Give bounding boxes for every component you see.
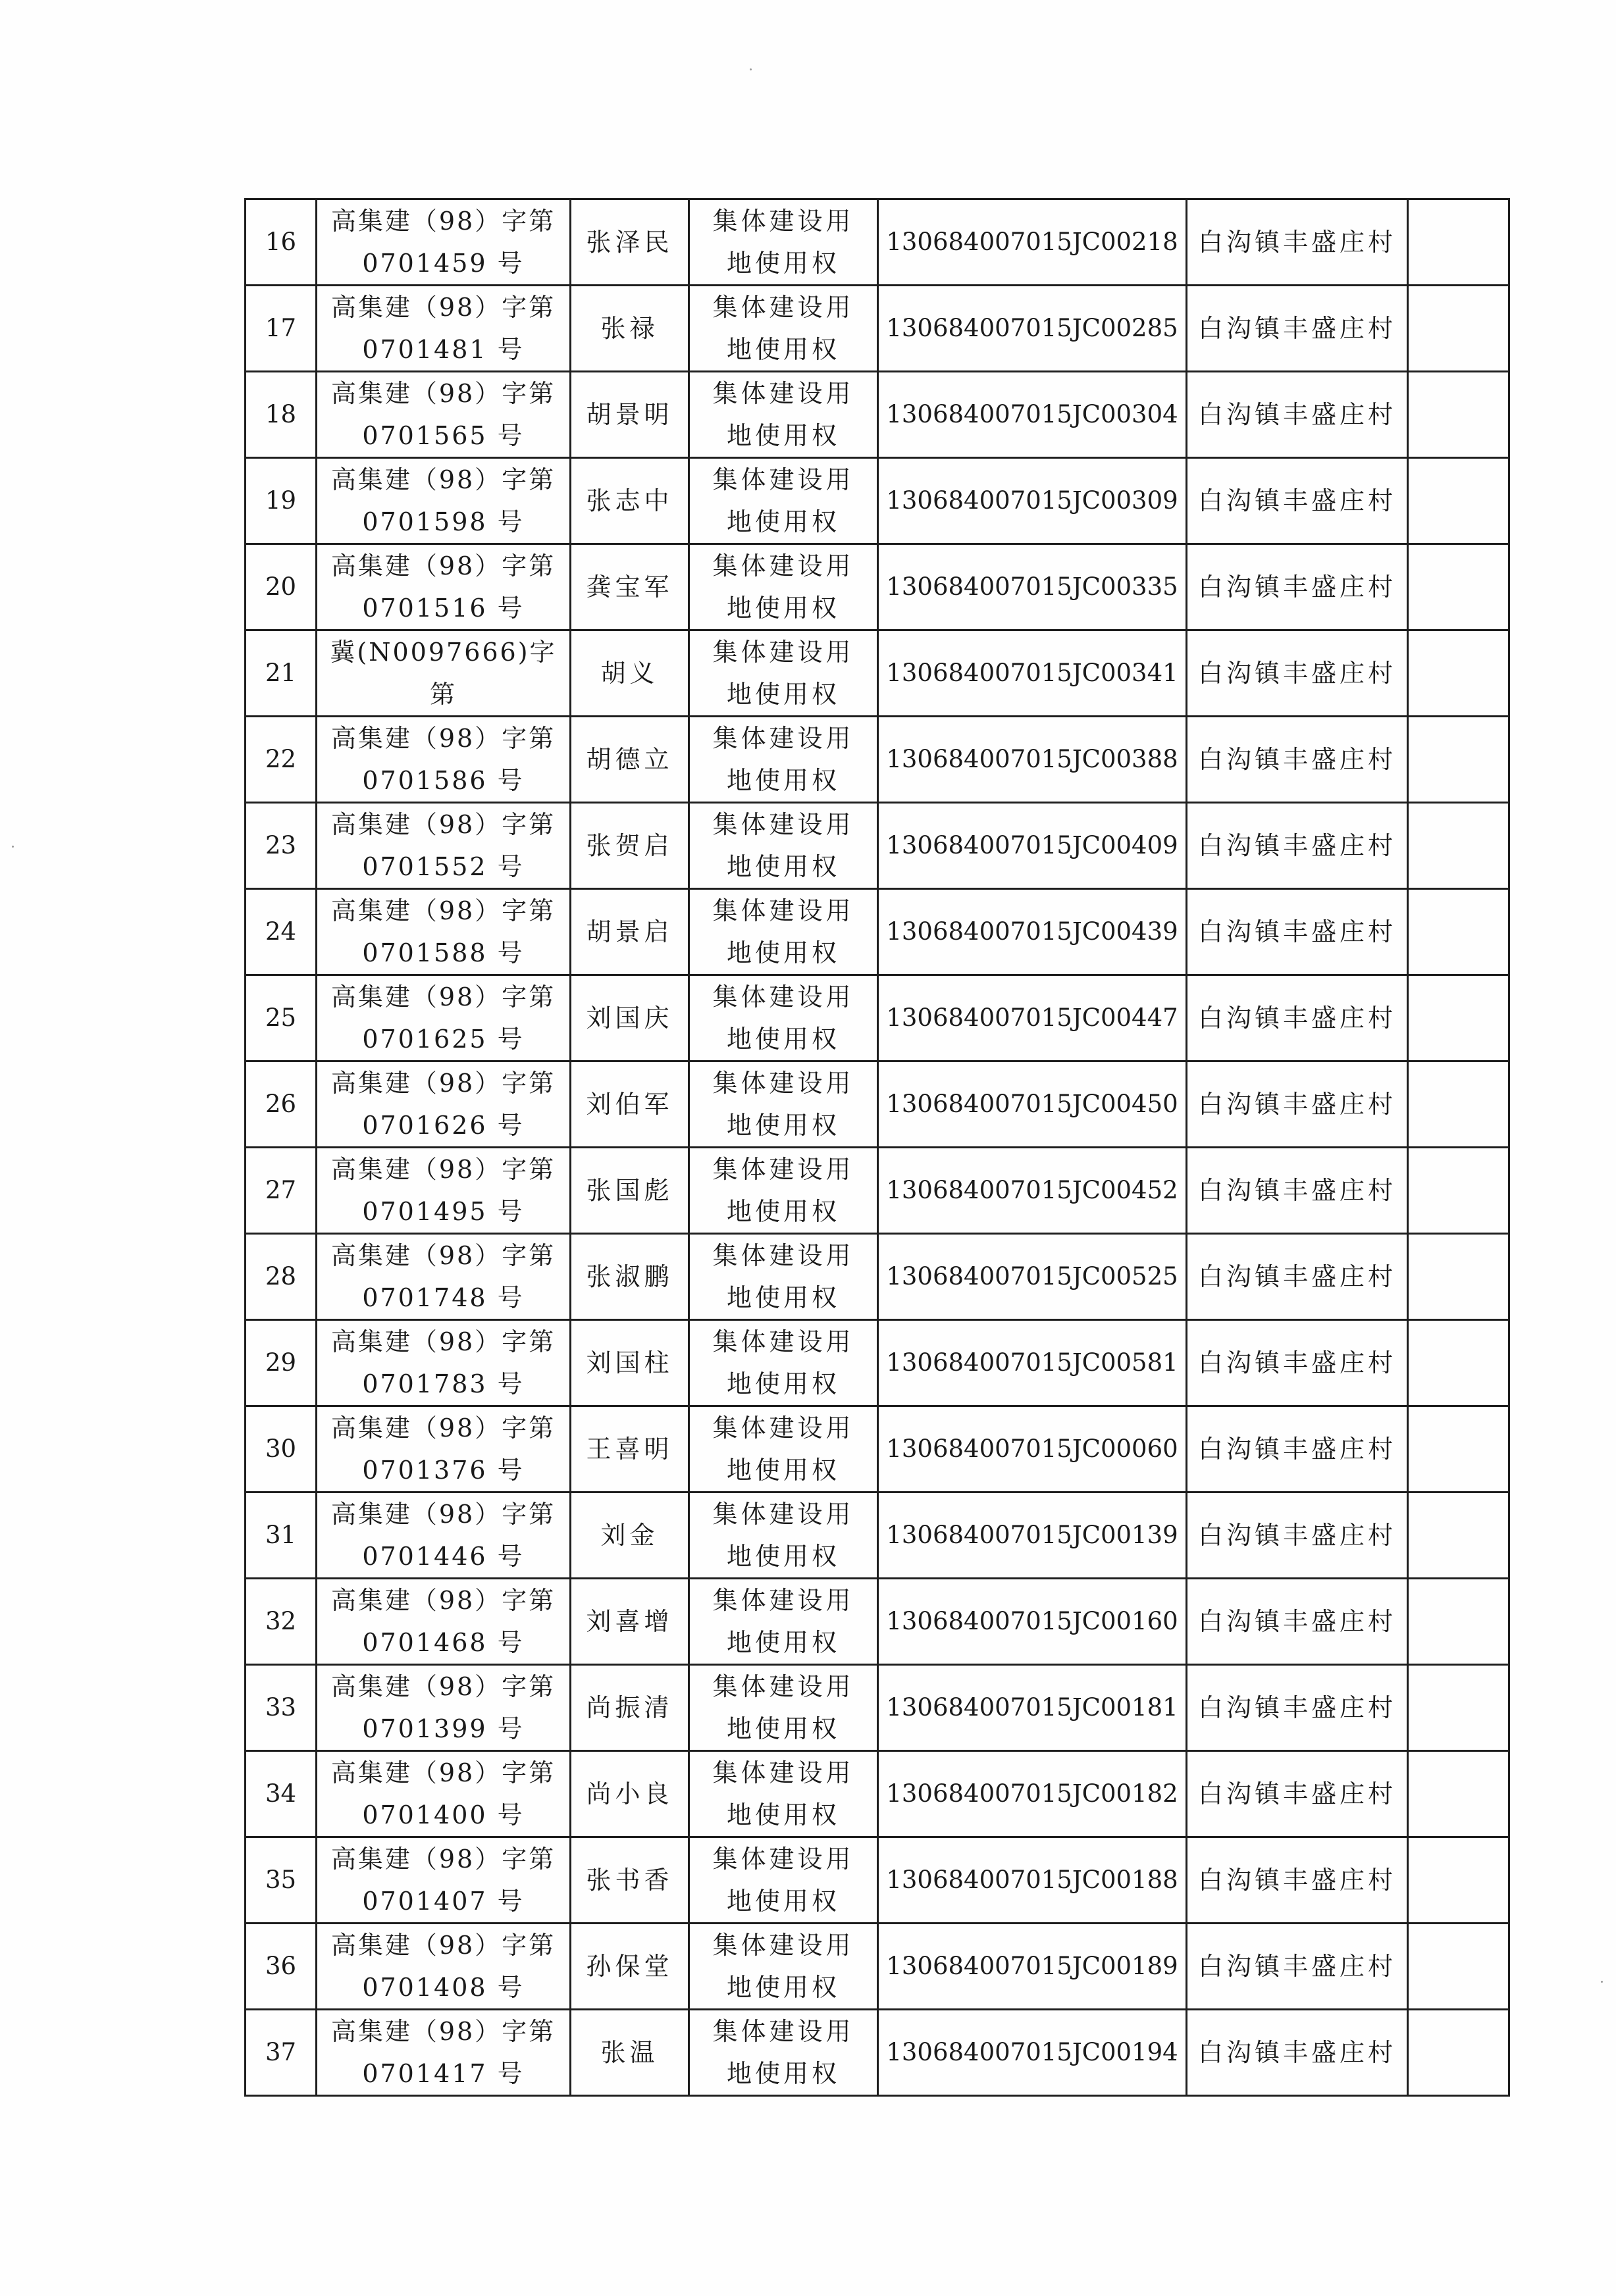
table-row xyxy=(246,1320,1509,1406)
table-row xyxy=(246,199,1509,286)
certificate-number-line-1: 高集建（98）字第 xyxy=(330,551,556,580)
holder-name-cell: 龚宝军 xyxy=(571,544,689,630)
certificate-number-cell xyxy=(317,199,571,286)
right-type-line-1: 集体建设用 xyxy=(712,896,854,925)
scan-speck xyxy=(12,846,14,848)
certificate-number-line-1: 高集建（98）字第 xyxy=(330,1155,556,1184)
right-type-line-1: 集体建设用 xyxy=(712,1758,854,1787)
row-number-cell: 21 xyxy=(246,630,317,717)
right-type-cell xyxy=(689,1406,878,1492)
right-type-cell xyxy=(689,372,878,458)
location-cell: 白沟镇丰盛庄村 xyxy=(1187,1061,1408,1148)
row-number-cell: 18 xyxy=(246,372,317,458)
right-type-cell xyxy=(689,1234,878,1320)
right-type-line-1: 集体建设用 xyxy=(712,1845,854,1874)
parcel-code-cell: 130684007015JC00450 xyxy=(878,1061,1187,1148)
right-type-cell xyxy=(689,1492,878,1579)
row-number-cell: 16 xyxy=(246,199,317,286)
right-type-line-1: 集体建设用 xyxy=(712,2017,854,2046)
certificate-number-line-1: 高集建（98）字第 xyxy=(330,810,556,839)
certificate-number-line-2: 0701407 号 xyxy=(362,1887,525,1916)
certificate-number-line-2: 0701481 号 xyxy=(362,335,525,364)
holder-name-cell: 张书香 xyxy=(571,1837,689,1924)
right-type-line-1: 集体建设用 xyxy=(712,465,854,494)
certificate-number-line-2: 0701783 号 xyxy=(362,1369,525,1398)
row-number-cell: 17 xyxy=(246,286,317,372)
certificate-number-cell xyxy=(317,1492,571,1579)
holder-name-cell: 刘国柱 xyxy=(571,1320,689,1406)
holder-name-cell: 尚振清 xyxy=(571,1665,689,1751)
remarks-cell xyxy=(1408,717,1509,803)
right-type-line-2: 地使用权 xyxy=(726,766,840,795)
right-type-cell xyxy=(689,717,878,803)
certificate-number-line-1: 高集建（98）字第 xyxy=(330,896,556,925)
certificate-number-cell xyxy=(317,630,571,717)
right-type-line-1: 集体建设用 xyxy=(712,1327,854,1356)
right-type-cell xyxy=(689,1320,878,1406)
holder-name-cell: 刘国庆 xyxy=(571,975,689,1061)
parcel-code-cell: 130684007015JC00447 xyxy=(878,975,1187,1061)
remarks-cell xyxy=(1408,975,1509,1061)
right-type-line-2: 地使用权 xyxy=(726,335,840,364)
certificate-number-line-2: 0701399 号 xyxy=(362,1714,525,1743)
right-type-cell xyxy=(689,803,878,889)
table-row xyxy=(246,286,1509,372)
right-type-cell xyxy=(689,1579,878,1665)
right-type-cell xyxy=(689,1837,878,1924)
location-cell: 白沟镇丰盛庄村 xyxy=(1187,286,1408,372)
certificate-number-cell xyxy=(317,1579,571,1665)
location-cell: 白沟镇丰盛庄村 xyxy=(1187,199,1408,286)
holder-name-cell: 胡德立 xyxy=(571,717,689,803)
table-row xyxy=(246,1406,1509,1492)
parcel-code-cell: 130684007015JC00060 xyxy=(878,1406,1187,1492)
certificate-number-line-1: 高集建（98）字第 xyxy=(330,1672,556,1701)
holder-name-cell: 张泽民 xyxy=(571,199,689,286)
table-row xyxy=(246,1837,1509,1924)
right-type-cell xyxy=(689,1665,878,1751)
parcel-code-cell: 130684007015JC00341 xyxy=(878,630,1187,717)
holder-name-cell: 刘金 xyxy=(571,1492,689,1579)
right-type-line-2: 地使用权 xyxy=(726,249,840,278)
table-row xyxy=(246,372,1509,458)
certificate-number-line-1: 高集建（98）字第 xyxy=(330,207,556,236)
right-type-line-2: 地使用权 xyxy=(726,938,840,967)
holder-name-cell: 张淑鹏 xyxy=(571,1234,689,1320)
location-cell: 白沟镇丰盛庄村 xyxy=(1187,458,1408,544)
certificate-number-cell xyxy=(317,803,571,889)
parcel-code-cell: 130684007015JC00160 xyxy=(878,1579,1187,1665)
right-type-cell xyxy=(689,1924,878,2010)
certificate-number-line-1: 高集建（98）字第 xyxy=(330,982,556,1011)
parcel-code-cell: 130684007015JC00181 xyxy=(878,1665,1187,1751)
certificate-number-cell xyxy=(317,975,571,1061)
certificate-number-line-2: 0701400 号 xyxy=(362,1800,525,1829)
certificate-number-cell xyxy=(317,286,571,372)
remarks-cell xyxy=(1408,1924,1509,2010)
row-number-cell: 33 xyxy=(246,1665,317,1751)
table-row xyxy=(246,1665,1509,1751)
row-number-cell: 34 xyxy=(246,1751,317,1837)
location-cell: 白沟镇丰盛庄村 xyxy=(1187,1924,1408,2010)
certificate-number-line-1: 高集建（98）字第 xyxy=(330,1327,556,1356)
table-row xyxy=(246,1061,1509,1148)
remarks-cell xyxy=(1408,372,1509,458)
remarks-cell xyxy=(1408,199,1509,286)
parcel-code-cell: 130684007015JC00409 xyxy=(878,803,1187,889)
scan-speck xyxy=(1601,1981,1603,1983)
table-row xyxy=(246,717,1509,803)
holder-name-cell: 张温 xyxy=(571,2010,689,2096)
parcel-code-cell: 130684007015JC00581 xyxy=(878,1320,1187,1406)
right-type-line-1: 集体建设用 xyxy=(712,551,854,580)
right-type-cell xyxy=(689,286,878,372)
right-type-cell xyxy=(689,889,878,975)
right-type-line-2: 地使用权 xyxy=(726,1283,840,1312)
parcel-code-cell: 130684007015JC00285 xyxy=(878,286,1187,372)
right-type-line-1: 集体建设用 xyxy=(712,810,854,839)
certificate-number-line-2: 0701565 号 xyxy=(362,421,525,450)
right-type-line-2: 地使用权 xyxy=(726,852,840,881)
certificate-number-line-2: 0701598 号 xyxy=(362,507,525,536)
remarks-cell xyxy=(1408,1492,1509,1579)
right-type-cell xyxy=(689,1148,878,1234)
table-row xyxy=(246,1751,1509,1837)
certificate-number-cell xyxy=(317,372,571,458)
location-cell: 白沟镇丰盛庄村 xyxy=(1187,1320,1408,1406)
row-number-cell: 37 xyxy=(246,2010,317,2096)
right-type-line-2: 地使用权 xyxy=(726,1714,840,1743)
location-cell: 白沟镇丰盛庄村 xyxy=(1187,889,1408,975)
right-type-line-2: 地使用权 xyxy=(726,1369,840,1398)
certificate-number-line-1: 高集建（98）字第 xyxy=(330,2017,556,2046)
remarks-cell xyxy=(1408,1320,1509,1406)
right-type-line-2: 地使用权 xyxy=(726,1628,840,1657)
location-cell: 白沟镇丰盛庄村 xyxy=(1187,544,1408,630)
parcel-code-cell: 130684007015JC00388 xyxy=(878,717,1187,803)
holder-name-cell: 胡义 xyxy=(571,630,689,717)
land-rights-register-table xyxy=(244,198,1510,2097)
holder-name-cell: 孙保堂 xyxy=(571,1924,689,2010)
right-type-line-1: 集体建设用 xyxy=(712,293,854,322)
table-row xyxy=(246,1492,1509,1579)
certificate-number-line-2: 0701586 号 xyxy=(362,766,525,795)
remarks-cell xyxy=(1408,1234,1509,1320)
right-type-line-1: 集体建设用 xyxy=(712,1672,854,1701)
holder-name-cell: 尚小良 xyxy=(571,1751,689,1837)
certificate-number-line-2: 0701468 号 xyxy=(362,1628,525,1657)
right-type-cell xyxy=(689,975,878,1061)
certificate-number-line-2: 0701588 号 xyxy=(362,938,525,967)
parcel-code-cell: 130684007015JC00309 xyxy=(878,458,1187,544)
holder-name-cell: 张贺启 xyxy=(571,803,689,889)
location-cell: 白沟镇丰盛庄村 xyxy=(1187,1751,1408,1837)
certificate-number-cell xyxy=(317,1148,571,1234)
certificate-number-line-2: 0701459 号 xyxy=(362,249,525,278)
right-type-line-1: 集体建设用 xyxy=(712,638,854,667)
certificate-number-line-1: 高集建（98）字第 xyxy=(330,724,556,753)
right-type-line-2: 地使用权 xyxy=(726,1197,840,1226)
right-type-line-1: 集体建设用 xyxy=(712,1931,854,1960)
right-type-line-2: 地使用权 xyxy=(726,1887,840,1916)
certificate-number-line-2: 0701408 号 xyxy=(362,1973,525,2002)
remarks-cell xyxy=(1408,1665,1509,1751)
certificate-number-line-2: 0701417 号 xyxy=(362,2059,525,2088)
parcel-code-cell: 130684007015JC00194 xyxy=(878,2010,1187,2096)
certificate-number-cell xyxy=(317,1751,571,1837)
certificate-number-line-2: 0701626 号 xyxy=(362,1111,525,1140)
parcel-code-cell: 130684007015JC00525 xyxy=(878,1234,1187,1320)
parcel-code-cell: 130684007015JC00304 xyxy=(878,372,1187,458)
location-cell: 白沟镇丰盛庄村 xyxy=(1187,1406,1408,1492)
remarks-cell xyxy=(1408,2010,1509,2096)
remarks-cell xyxy=(1408,1751,1509,1837)
right-type-line-2: 地使用权 xyxy=(726,680,840,709)
certificate-number-cell xyxy=(317,717,571,803)
right-type-line-1: 集体建设用 xyxy=(712,379,854,408)
location-cell: 白沟镇丰盛庄村 xyxy=(1187,1579,1408,1665)
right-type-cell xyxy=(689,1751,878,1837)
certificate-number-line-2: 0701376 号 xyxy=(362,1456,525,1485)
location-cell: 白沟镇丰盛庄村 xyxy=(1187,1148,1408,1234)
right-type-line-2: 地使用权 xyxy=(726,507,840,536)
right-type-line-1: 集体建设用 xyxy=(712,1500,854,1529)
right-type-cell xyxy=(689,1061,878,1148)
row-number-cell: 30 xyxy=(246,1406,317,1492)
table-row xyxy=(246,1148,1509,1234)
parcel-code-cell: 130684007015JC00189 xyxy=(878,1924,1187,2010)
certificate-number-line-2: 0701552 号 xyxy=(362,852,525,881)
certificate-number-cell xyxy=(317,1924,571,2010)
row-number-cell: 27 xyxy=(246,1148,317,1234)
remarks-cell xyxy=(1408,1061,1509,1148)
location-cell: 白沟镇丰盛庄村 xyxy=(1187,975,1408,1061)
certificate-number-cell xyxy=(317,1061,571,1148)
certificate-number-line-1: 高集建（98）字第 xyxy=(330,293,556,322)
right-type-line-2: 地使用权 xyxy=(726,421,840,450)
remarks-cell xyxy=(1408,889,1509,975)
remarks-cell xyxy=(1408,286,1509,372)
row-number-cell: 20 xyxy=(246,544,317,630)
location-cell: 白沟镇丰盛庄村 xyxy=(1187,1234,1408,1320)
certificate-number-line-1: 高集建（98）字第 xyxy=(330,1241,556,1270)
certificate-number-line-1: 高集建（98）字第 xyxy=(330,1931,556,1960)
certificate-number-cell xyxy=(317,1234,571,1320)
row-number-cell: 28 xyxy=(246,1234,317,1320)
remarks-cell xyxy=(1408,458,1509,544)
row-number-cell: 22 xyxy=(246,717,317,803)
row-number-cell: 24 xyxy=(246,889,317,975)
certificate-number-cell xyxy=(317,1665,571,1751)
certificate-number-cell xyxy=(317,544,571,630)
certificate-number-line-1: 高集建（98）字第 xyxy=(330,1500,556,1529)
certificate-number-line-2: 0701516 号 xyxy=(362,594,525,623)
holder-name-cell: 胡景明 xyxy=(571,372,689,458)
location-cell: 白沟镇丰盛庄村 xyxy=(1187,2010,1408,2096)
right-type-cell xyxy=(689,544,878,630)
table-row xyxy=(246,1234,1509,1320)
certificate-number-cell xyxy=(317,2010,571,2096)
location-cell: 白沟镇丰盛庄村 xyxy=(1187,803,1408,889)
holder-name-cell: 张禄 xyxy=(571,286,689,372)
certificate-number-line-2: 0701748 号 xyxy=(362,1283,525,1312)
location-cell: 白沟镇丰盛庄村 xyxy=(1187,372,1408,458)
row-number-cell: 25 xyxy=(246,975,317,1061)
right-type-line-2: 地使用权 xyxy=(726,2059,840,2088)
right-type-line-1: 集体建设用 xyxy=(712,1414,854,1442)
right-type-cell xyxy=(689,2010,878,2096)
right-type-line-1: 集体建设用 xyxy=(712,1586,854,1615)
right-type-line-2: 地使用权 xyxy=(726,1800,840,1829)
table-row xyxy=(246,1924,1509,2010)
holder-name-cell: 张国彪 xyxy=(571,1148,689,1234)
remarks-cell xyxy=(1408,1406,1509,1492)
location-cell: 白沟镇丰盛庄村 xyxy=(1187,1665,1408,1751)
certificate-number-cell xyxy=(317,1837,571,1924)
certificate-number-line-2: 0701446 号 xyxy=(362,1542,525,1571)
location-cell: 白沟镇丰盛庄村 xyxy=(1187,1492,1408,1579)
parcel-code-cell: 130684007015JC00452 xyxy=(878,1148,1187,1234)
register-table-body xyxy=(246,199,1509,2096)
right-type-cell xyxy=(689,199,878,286)
row-number-cell: 35 xyxy=(246,1837,317,1924)
table-row xyxy=(246,458,1509,544)
remarks-cell xyxy=(1408,1148,1509,1234)
parcel-code-cell: 130684007015JC00439 xyxy=(878,889,1187,975)
holder-name-cell: 张志中 xyxy=(571,458,689,544)
certificate-number-line-1: 冀(N0097666)字第 xyxy=(330,638,557,709)
right-type-line-1: 集体建设用 xyxy=(712,207,854,236)
holder-name-cell: 王喜明 xyxy=(571,1406,689,1492)
parcel-code-cell: 130684007015JC00182 xyxy=(878,1751,1187,1837)
holder-name-cell: 刘喜增 xyxy=(571,1579,689,1665)
certificate-number-line-1: 高集建（98）字第 xyxy=(330,1586,556,1615)
right-type-line-2: 地使用权 xyxy=(726,1456,840,1485)
location-cell: 白沟镇丰盛庄村 xyxy=(1187,630,1408,717)
remarks-cell xyxy=(1408,1579,1509,1665)
table-row xyxy=(246,2010,1509,2096)
right-type-line-1: 集体建设用 xyxy=(712,724,854,753)
parcel-code-cell: 130684007015JC00139 xyxy=(878,1492,1187,1579)
row-number-cell: 26 xyxy=(246,1061,317,1148)
location-cell: 白沟镇丰盛庄村 xyxy=(1187,1837,1408,1924)
location-cell: 白沟镇丰盛庄村 xyxy=(1187,717,1408,803)
certificate-number-line-1: 高集建（98）字第 xyxy=(330,1758,556,1787)
remarks-cell xyxy=(1408,1837,1509,1924)
table-row xyxy=(246,975,1509,1061)
right-type-cell xyxy=(689,458,878,544)
certificate-number-line-1: 高集建（98）字第 xyxy=(330,1845,556,1874)
certificate-number-cell xyxy=(317,458,571,544)
remarks-cell xyxy=(1408,803,1509,889)
holder-name-cell: 胡景启 xyxy=(571,889,689,975)
row-number-cell: 19 xyxy=(246,458,317,544)
row-number-cell: 23 xyxy=(246,803,317,889)
remarks-cell xyxy=(1408,630,1509,717)
right-type-line-2: 地使用权 xyxy=(726,1025,840,1054)
certificate-number-cell xyxy=(317,889,571,975)
right-type-line-2: 地使用权 xyxy=(726,1542,840,1571)
right-type-line-1: 集体建设用 xyxy=(712,1069,854,1098)
right-type-line-1: 集体建设用 xyxy=(712,1241,854,1270)
right-type-cell xyxy=(689,630,878,717)
parcel-code-cell: 130684007015JC00188 xyxy=(878,1837,1187,1924)
parcel-code-cell: 130684007015JC00218 xyxy=(878,199,1187,286)
parcel-code-cell: 130684007015JC00335 xyxy=(878,544,1187,630)
certificate-number-line-1: 高集建（98）字第 xyxy=(330,379,556,408)
certificate-number-cell xyxy=(317,1320,571,1406)
certificate-number-cell xyxy=(317,1406,571,1492)
table-row xyxy=(246,1579,1509,1665)
scan-speck xyxy=(750,68,752,70)
row-number-cell: 32 xyxy=(246,1579,317,1665)
holder-name-cell: 刘伯军 xyxy=(571,1061,689,1148)
table-row xyxy=(246,630,1509,717)
table-row xyxy=(246,889,1509,975)
row-number-cell: 29 xyxy=(246,1320,317,1406)
certificate-number-line-1: 高集建（98）字第 xyxy=(330,1414,556,1442)
table-row xyxy=(246,544,1509,630)
table-row xyxy=(246,803,1509,889)
certificate-number-line-2: 0701625 号 xyxy=(362,1025,525,1054)
right-type-line-2: 地使用权 xyxy=(726,594,840,623)
right-type-line-2: 地使用权 xyxy=(726,1973,840,2002)
row-number-cell: 31 xyxy=(246,1492,317,1579)
certificate-number-line-2: 0701495 号 xyxy=(362,1197,525,1226)
certificate-number-line-1: 高集建（98）字第 xyxy=(330,465,556,494)
right-type-line-2: 地使用权 xyxy=(726,1111,840,1140)
right-type-line-1: 集体建设用 xyxy=(712,1155,854,1184)
row-number-cell: 36 xyxy=(246,1924,317,2010)
right-type-line-1: 集体建设用 xyxy=(712,982,854,1011)
remarks-cell xyxy=(1408,544,1509,630)
certificate-number-line-1: 高集建（98）字第 xyxy=(330,1069,556,1098)
